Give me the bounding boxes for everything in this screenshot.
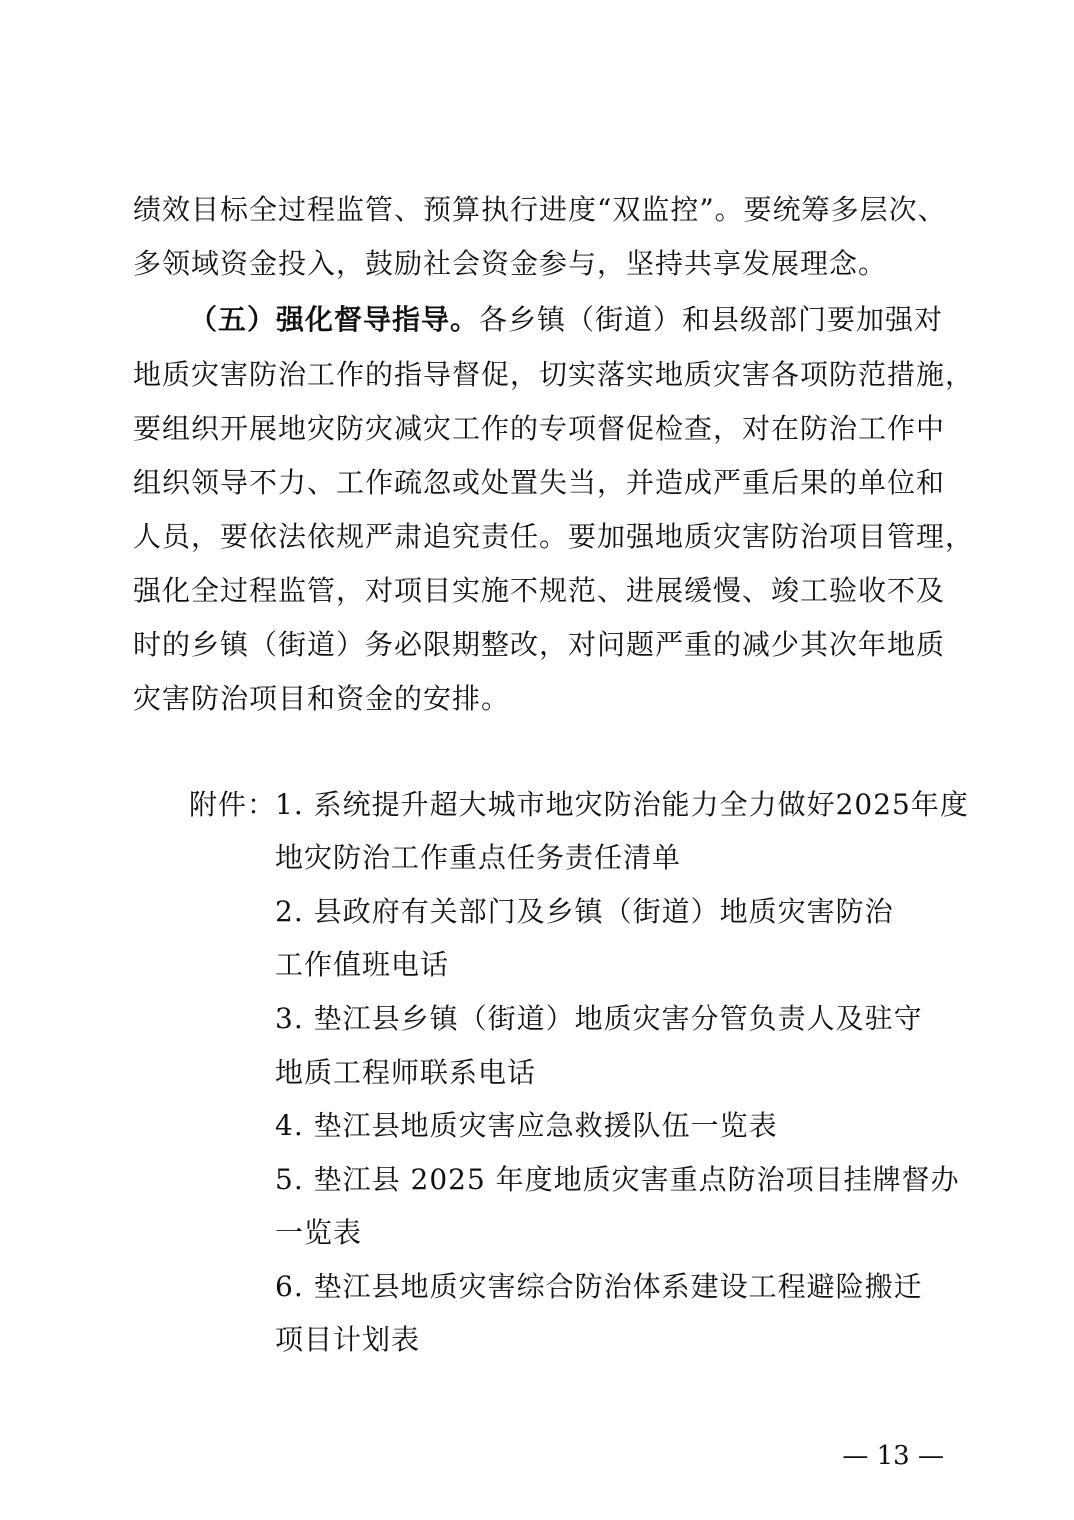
body-line: 多领域资金投入，鼓励社会资金参与，坚持共享发展理念。 — [133, 247, 888, 280]
attachment-item-6-line1: 6. 垫江县地质灾害综合防治体系建设工程避险搬迁 — [275, 1270, 923, 1303]
body-line: 人员，要依法依规严肃追究责任。要加强地质灾害防治项目管理， — [133, 520, 975, 553]
section-5-first-line-text: 各乡镇（街道）和县级部门要加强对 — [479, 303, 944, 336]
body-line: 地质灾害防治工作的指导督促，切实落实地质灾害各项防范措施， — [133, 358, 975, 391]
attachment-item-5-line2: 一览表 — [275, 1216, 363, 1249]
body-line: 时的乡镇（街道）务必限期整改，对问题严重的减少其次年地质 — [133, 628, 946, 661]
attachment-item-4-line1: 4. 垫江县地质灾害应急救援队伍一览表 — [275, 1109, 778, 1142]
section-5-first-line — [189, 300, 999, 340]
attachment-item-3-line2: 地质工程师联系电话 — [275, 1056, 537, 1089]
attachment-item-1-line2: 地灾防治工作重点任务责任清单 — [275, 841, 682, 874]
attachment-item-2-line1: 2. 县政府有关部门及乡镇（街道）地质灾害防治 — [275, 895, 894, 928]
body-line: 灾害防治项目和资金的安排。 — [133, 682, 511, 715]
attachment-item-6-line2: 项目计划表 — [275, 1323, 421, 1356]
body-line: 绩效目标全过程监管、预算执行进度“双监控”。要统筹多层次、 — [133, 193, 947, 226]
section-5-heading: （五）强化督导指导。 — [189, 303, 480, 336]
attachments-label: 附件： — [189, 788, 277, 821]
page-number: — 13 — — [842, 1441, 944, 1471]
body-line: 要组织开展地灾防灾减灾工作的专项督促检查，对在防治工作中 — [133, 412, 946, 445]
body-line: 强化全过程监管，对项目实施不规范、进展缓慢、竣工验收不及 — [133, 574, 946, 607]
attachment-item-1-line1: 1. 系统提升超大城市地灾防治能力全力做好2025年度 — [275, 788, 969, 821]
attachment-item-5-line1: 5. 垫江县 2025 年度地质灾害重点防治项目挂牌督办 — [275, 1163, 960, 1196]
attachment-item-2-line2: 工作值班电话 — [275, 948, 450, 981]
attachment-item-3-line1: 3. 垫江县乡镇（街道）地质灾害分管负责人及驻守 — [275, 1002, 923, 1035]
body-line: 组织领导不力、工作疏忽或处置失当，并造成严重后果的单位和 — [133, 466, 946, 499]
